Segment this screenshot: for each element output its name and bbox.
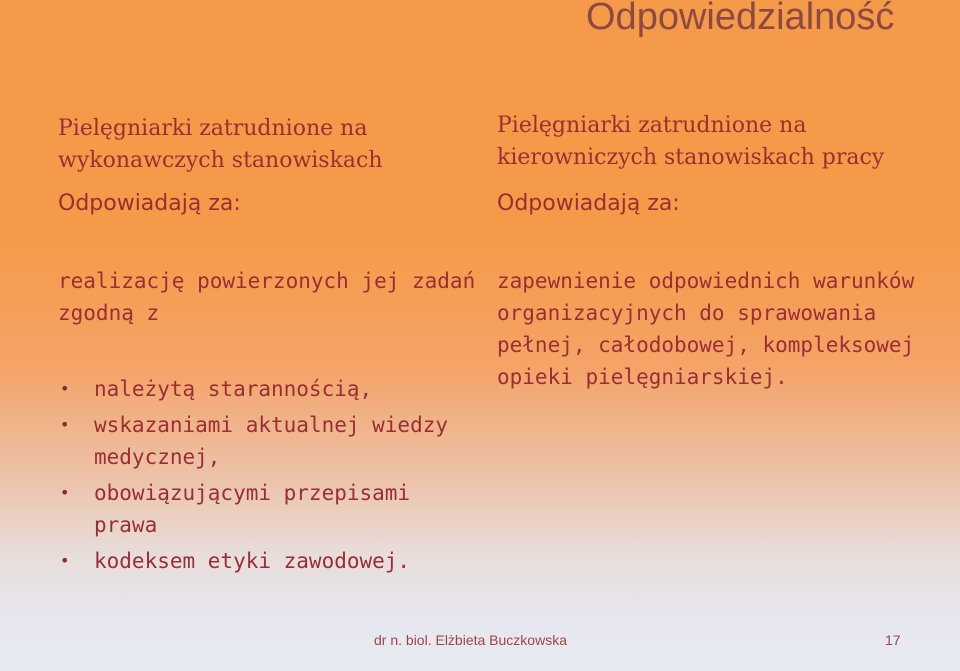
bullet-icon: •: [60, 415, 70, 434]
list-item: • kodeksem etyki zawodowej.: [58, 545, 478, 577]
list-item: • wskazaniami aktualnej wiedzy medycznej,: [58, 409, 478, 473]
left-column-subheading: Odpowiadają za:: [58, 191, 241, 216]
right-column-body: zapewnienie odpowiednich warunków organizacyjnych do sprawowania pełnej, całodobowej, kompleksowej opieki pielęgniarskiej.: [497, 269, 915, 389]
slide-page-number: 17: [885, 632, 901, 648]
list-item: • obowiązującymi przepisami prawa: [58, 477, 478, 541]
bullet-icon: •: [60, 379, 70, 398]
slide-footer-author: dr n. biol. Elżbieta Buczkowska: [374, 632, 567, 648]
right-column-subheading: Odpowiadają za:: [497, 191, 680, 216]
bullet-icon: •: [60, 551, 70, 570]
left-column-intro: realizację powierzonych jej zadań zgodną z: [58, 269, 476, 325]
list-item: • należytą starannością,: [58, 373, 478, 405]
left-column-heading: Pielęgniarki zatrudnione na wykonawczych stanowiskach: [58, 116, 383, 173]
right-column-heading: Pielęgniarki zatrudnione na kierowniczych stanowiskach pracy: [497, 113, 885, 170]
responsibility-bullet-list: [58, 373, 478, 581]
slide-title: Odpowiedzialność: [586, 0, 895, 38]
bullet-icon: •: [60, 483, 70, 502]
